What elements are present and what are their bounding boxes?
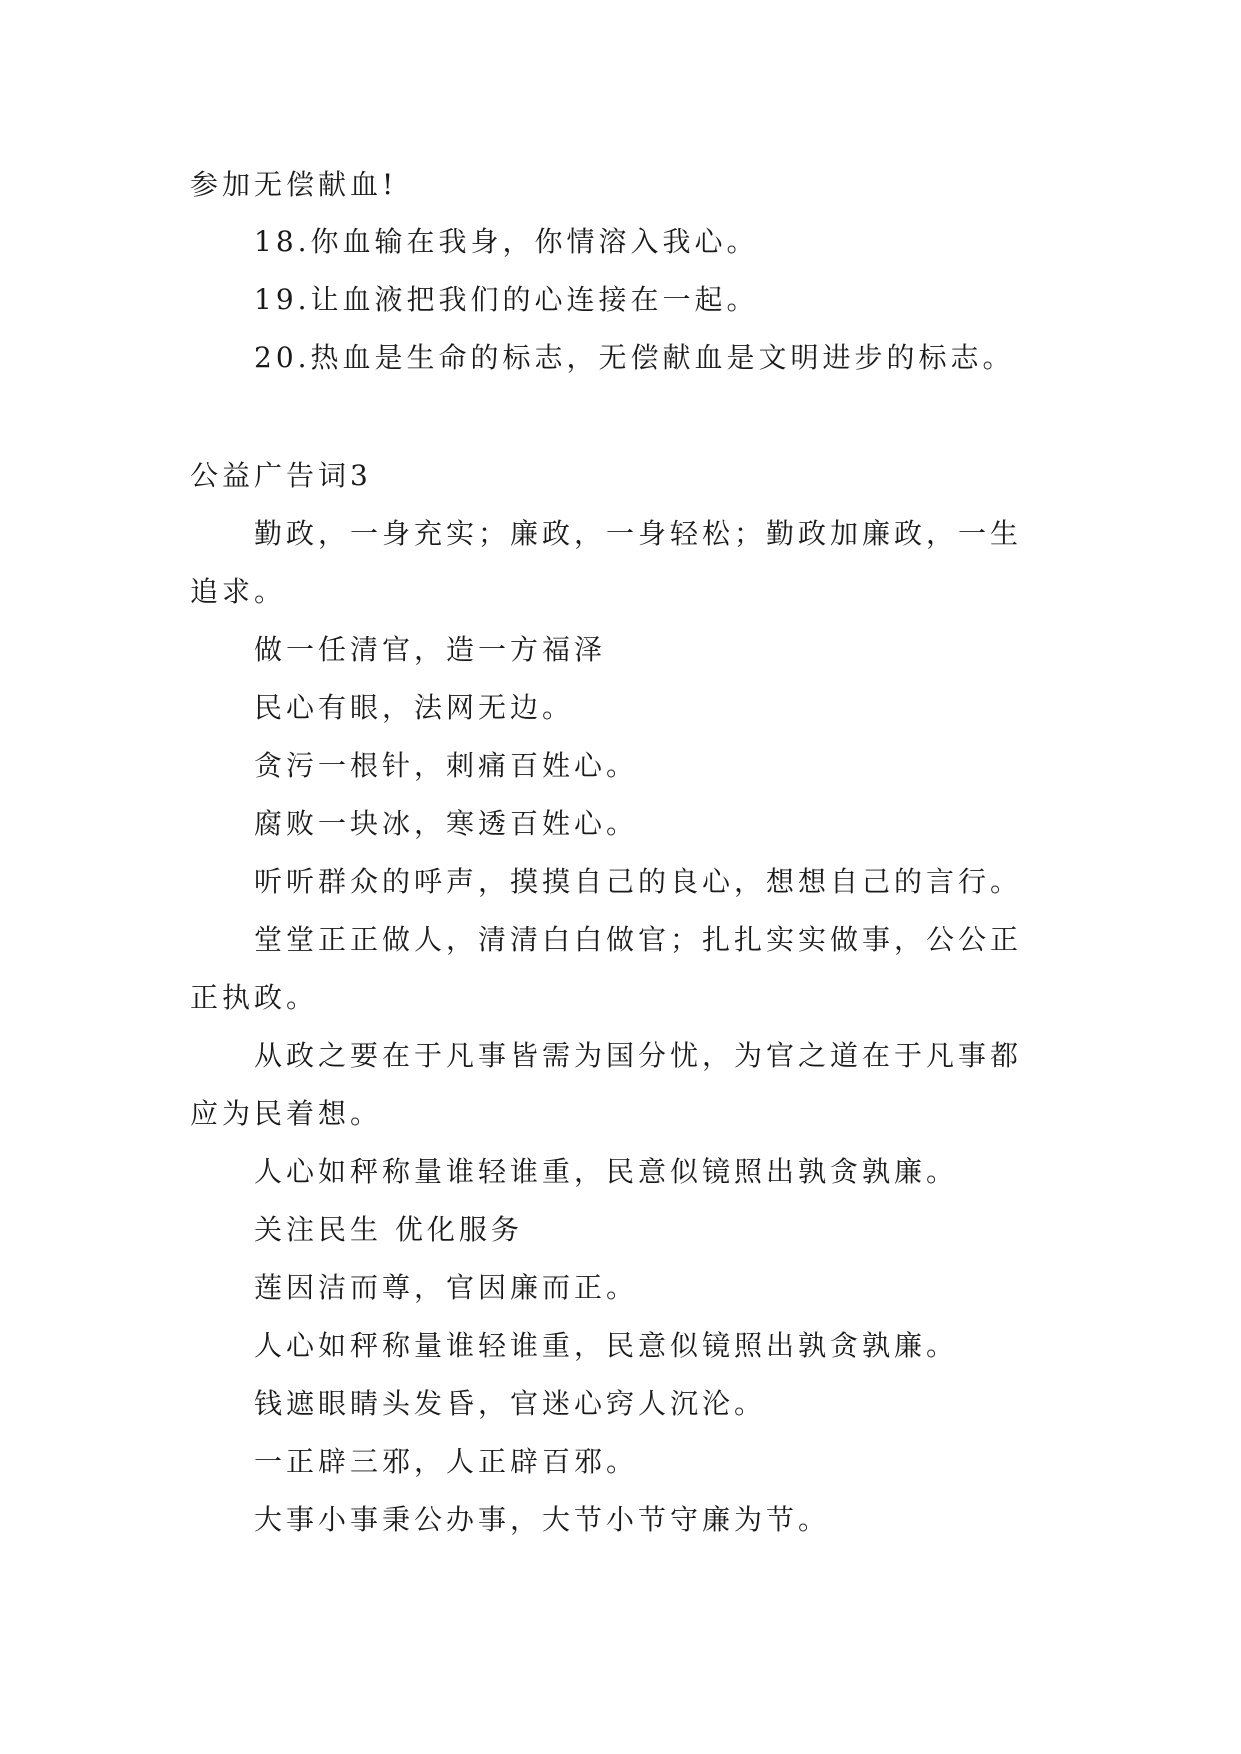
slogan-line: 民心有眼，法网无边。: [254, 691, 575, 724]
slogan-line: 从政之要在于凡事皆需为国分忧，为官之道在于凡事都: [254, 1039, 1023, 1072]
slogan-line: 一正辟三邪，人正辟百邪。: [254, 1445, 639, 1478]
slogan-line: 堂堂正正做人，清清白白做官；扎扎实实做事，公公正: [254, 923, 1023, 956]
list-item-18: 18.你血输在我身，你情溶入我心。: [254, 225, 759, 258]
slogan-line: 追求。: [190, 575, 287, 608]
slogan-line: 钱遮眼睛头发昏，官迷心窍人沉沦。: [254, 1387, 767, 1420]
slogan-line: 做一任清官，造一方福泽: [254, 633, 607, 666]
slogan-line: 人心如秤称量谁轻谁重，民意似镜照出孰贪孰廉。: [254, 1329, 959, 1362]
slogan-line: 应为民着想。: [190, 1097, 383, 1130]
slogan-line: 大事小事秉公办事，大节小节守廉为节。: [254, 1503, 831, 1536]
list-item-19: 19.让血液把我们的心连接在一起。: [254, 283, 759, 316]
slogan-line: 贪污一根针，刺痛百姓心。: [254, 749, 639, 782]
slogan-line: 莲因洁而尊，官因廉而正。: [254, 1271, 639, 1304]
section-heading: 公益广告词3: [190, 459, 372, 492]
slogan-line: 腐败一块冰，寒透百姓心。: [254, 807, 639, 840]
slogan-line: 人心如秤称量谁轻谁重，民意似镜照出孰贪孰廉。: [254, 1155, 959, 1188]
list-item-20: 20.热血是生命的标志，无偿献血是文明进步的标志。: [254, 341, 1015, 374]
slogan-line: 勤政，一身充实；廉政，一身轻松；勤政加廉政，一生: [254, 517, 1023, 550]
slogan-line: 关注民生 优化服务: [254, 1213, 523, 1246]
paragraph-continuation: 参加无偿献血!: [190, 168, 398, 201]
slogan-line: 听听群众的呼声，摸摸自己的良心，想想自己的言行。: [254, 865, 1023, 898]
slogan-line: 正执政。: [190, 981, 319, 1014]
